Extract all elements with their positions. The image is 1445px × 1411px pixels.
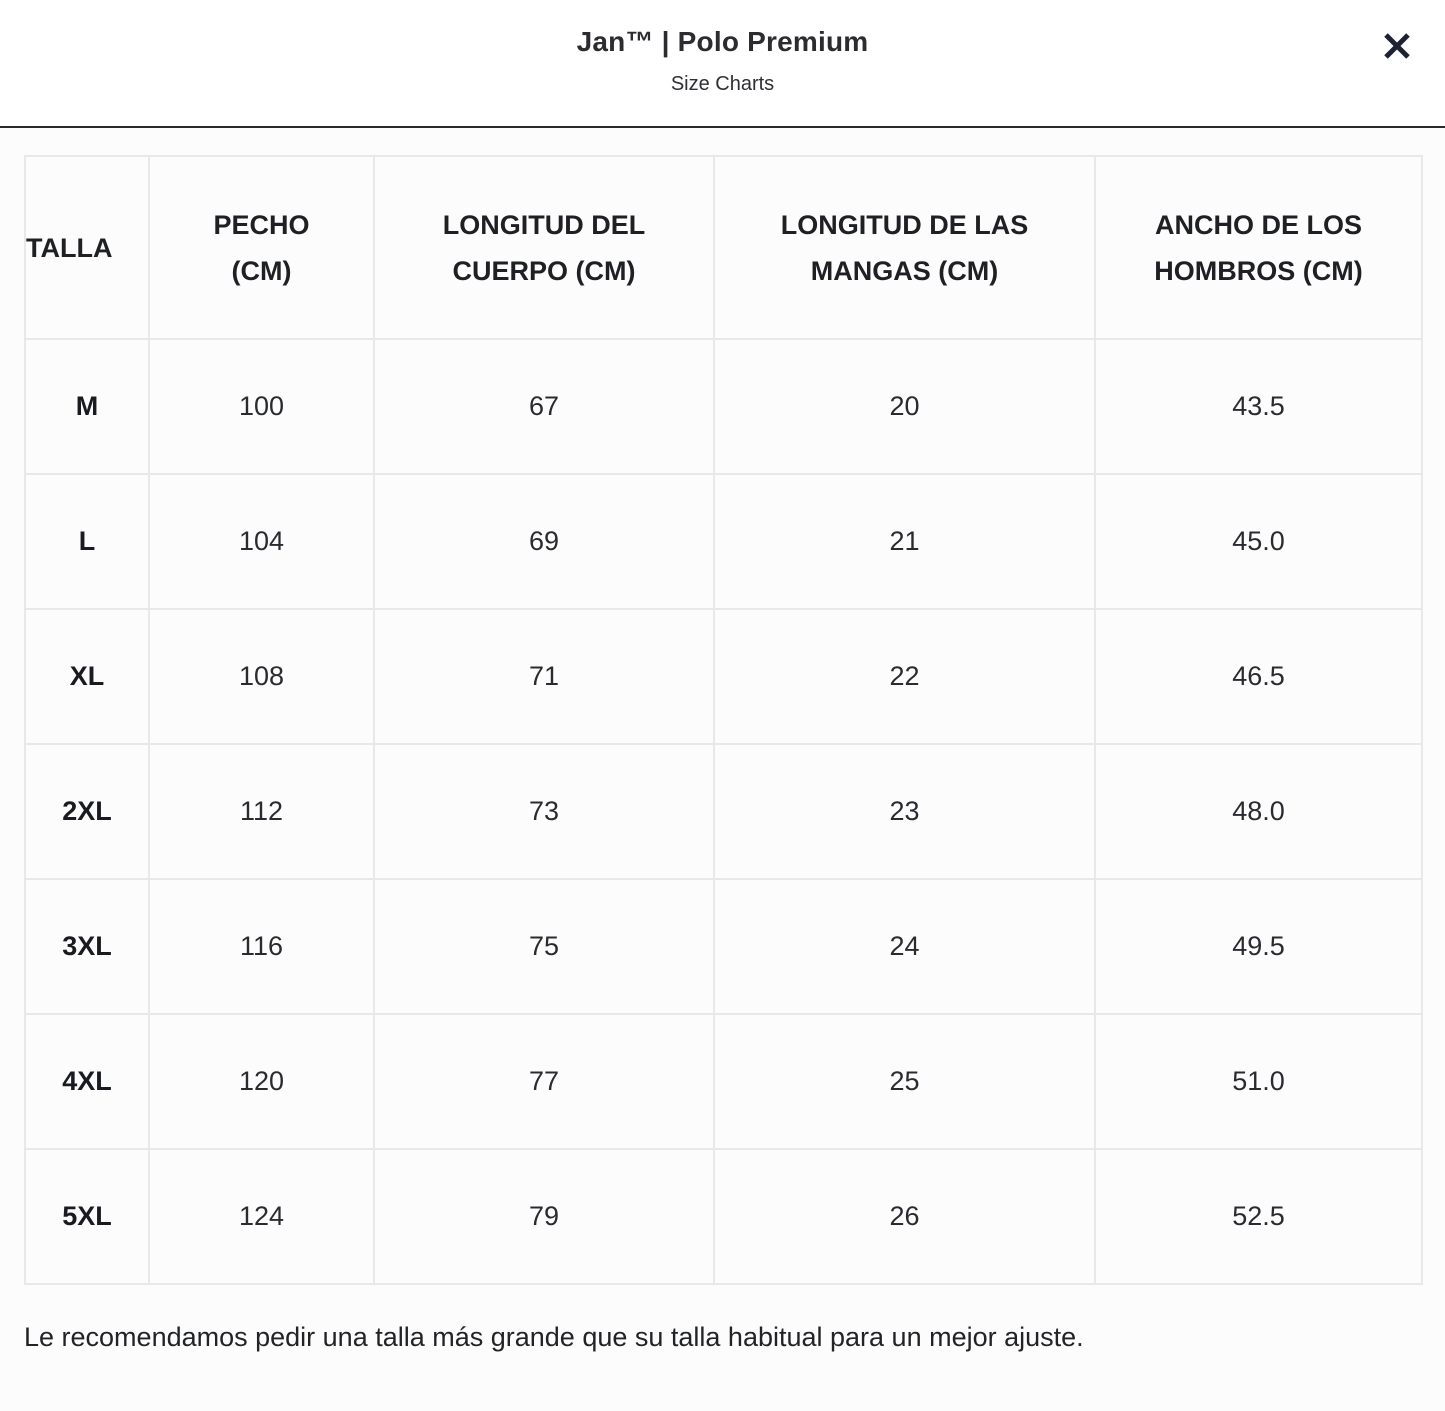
fit-recommendation-note: Le recomendamos pedir una talla más grande que su talla habitual para un mejor ajuste. [24, 1322, 1084, 1352]
column-header-longitud-cuerpo [374, 156, 714, 339]
ancho-hombros-cell: 46.5 [1095, 609, 1422, 744]
longitud-mangas-cell: 25 [714, 1014, 1095, 1149]
table-row [25, 609, 1422, 744]
size-cell: 4XL [25, 1014, 149, 1149]
ancho-hombros-cell: 45.0 [1095, 474, 1422, 609]
column-header-longitud-mangas [714, 156, 1095, 339]
modal-subtitle: Size Charts [670, 73, 775, 95]
column-header-line: TALLA [26, 232, 113, 263]
longitud-mangas-cell: 26 [714, 1149, 1095, 1284]
column-header-line: LONGITUD DE LAS [780, 209, 1029, 240]
ancho-hombros-cell: 43.5 [1095, 339, 1422, 474]
size-cell: 2XL [25, 744, 149, 879]
modal-header [0, 0, 1445, 128]
ancho-hombros-cell: 52.5 [1095, 1149, 1422, 1284]
size-table [24, 155, 1423, 1285]
pecho-cell: 112 [149, 744, 374, 879]
column-header-line: (CM) [231, 255, 292, 286]
size-cell: XL [25, 609, 149, 744]
column-header-talla [25, 156, 149, 339]
pecho-cell: 120 [149, 1014, 374, 1149]
size-cell: 5XL [25, 1149, 149, 1284]
longitud-mangas-cell: 20 [714, 339, 1095, 474]
longitud-mangas-cell: 24 [714, 879, 1095, 1014]
pecho-cell: 104 [149, 474, 374, 609]
column-header-line: MANGAS (CM) [810, 255, 999, 286]
column-header-line: CUERPO (CM) [452, 255, 636, 286]
longitud-cuerpo-cell: 67 [374, 339, 714, 474]
longitud-cuerpo-cell: 73 [374, 744, 714, 879]
table-row [25, 1014, 1422, 1149]
ancho-hombros-cell: 49.5 [1095, 879, 1422, 1014]
column-header-line: HOMBROS (CM) [1154, 255, 1363, 286]
ancho-hombros-cell: 48.0 [1095, 744, 1422, 879]
column-header-line: PECHO [213, 209, 310, 240]
longitud-cuerpo-cell: 75 [374, 879, 714, 1014]
size-cell: M [25, 339, 149, 474]
column-header-line: LONGITUD DEL [442, 209, 646, 240]
longitud-mangas-cell: 22 [714, 609, 1095, 744]
pecho-cell: 116 [149, 879, 374, 1014]
column-header-pecho [149, 156, 374, 339]
longitud-mangas-cell: 21 [714, 474, 1095, 609]
table-row [25, 1149, 1422, 1284]
close-button[interactable] [1377, 26, 1417, 66]
size-table-container [24, 155, 1421, 1285]
size-cell: L [25, 474, 149, 609]
size-cell: 3XL [25, 879, 149, 1014]
table-header [25, 156, 1422, 339]
table-body [25, 339, 1422, 1284]
close-icon [1377, 26, 1417, 66]
pecho-cell: 108 [149, 609, 374, 744]
header-row [25, 156, 1422, 339]
column-header-ancho-hombros [1095, 156, 1422, 339]
longitud-cuerpo-cell: 77 [374, 1014, 714, 1149]
pecho-cell: 124 [149, 1149, 374, 1284]
table-row [25, 339, 1422, 474]
product-title: Jan™ | Polo Premium [576, 26, 869, 57]
longitud-cuerpo-cell: 71 [374, 609, 714, 744]
longitud-mangas-cell: 23 [714, 744, 1095, 879]
table-row [25, 879, 1422, 1014]
longitud-cuerpo-cell: 69 [374, 474, 714, 609]
table-row [25, 744, 1422, 879]
pecho-cell: 100 [149, 339, 374, 474]
longitud-cuerpo-cell: 79 [374, 1149, 714, 1284]
ancho-hombros-cell: 51.0 [1095, 1014, 1422, 1149]
table-row [25, 474, 1422, 609]
column-header-line: ANCHO DE LOS [1154, 209, 1362, 240]
